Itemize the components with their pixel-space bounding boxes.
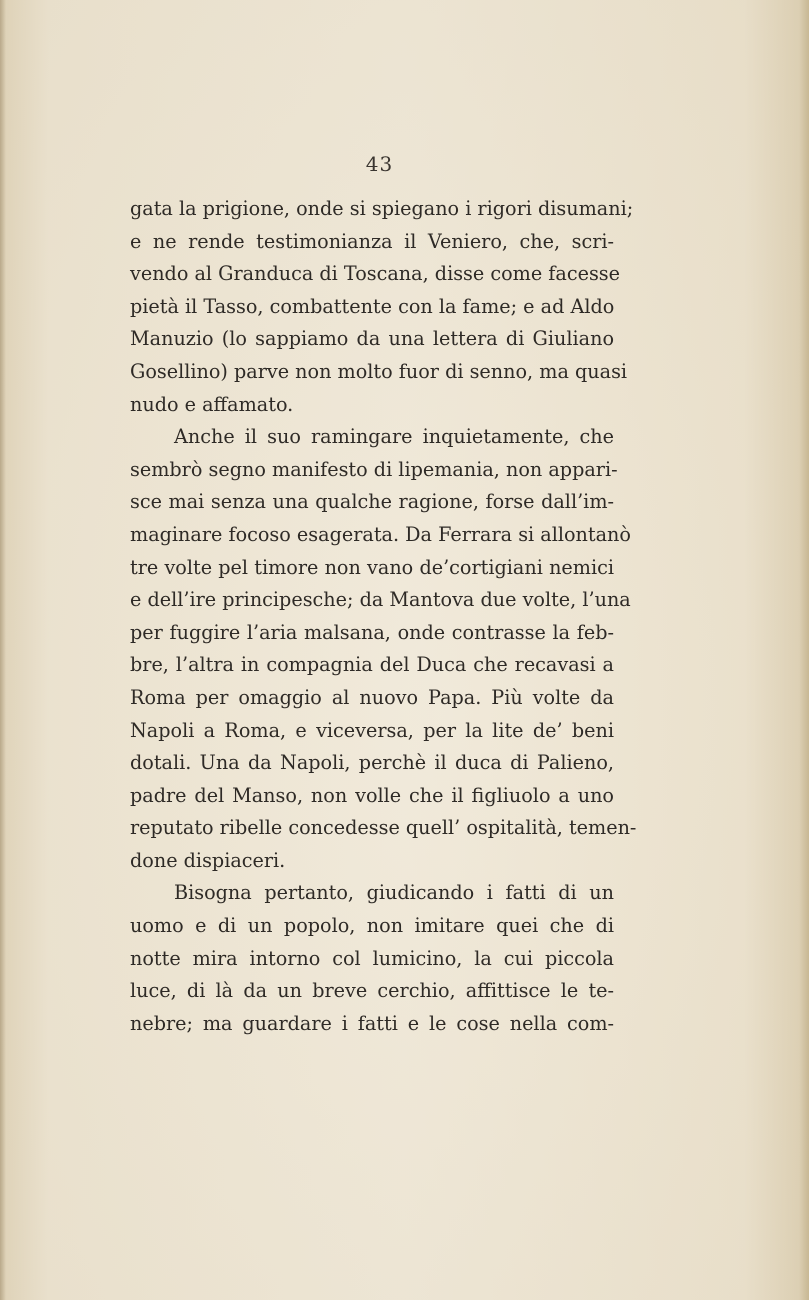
paragraph xyxy=(130,877,614,1040)
body-text xyxy=(130,193,637,1040)
text-line: Bisogna pertanto, giudicando i fatti di un xyxy=(174,881,614,905)
text-line: dotali. Una da Napoli, perchè il duca di Palieno, xyxy=(130,751,614,775)
text-line: sembrò segno manifesto di lipemania, non appari- xyxy=(130,457,618,481)
text-line: padre del Manso, non volle che il figliuolo a uno xyxy=(130,783,614,807)
text-line: e ne rende testimonianza il Veniero, che, scri- xyxy=(130,229,614,253)
text-line: pietà il Tasso, combattente con la fame; e ad Aldo xyxy=(130,294,615,318)
page-edge-right xyxy=(799,0,809,1300)
paragraph xyxy=(130,421,637,877)
text-line: notte mira intorno col lumicino, la cui piccola xyxy=(130,946,614,970)
page-edge-left xyxy=(0,0,6,1300)
text-line: uomo e di un popolo, non imitare quei che di xyxy=(130,914,614,938)
text-line: maginare focoso esagerata. Da Ferrara si allontanò xyxy=(130,522,631,546)
text-line: sce mai senza una qualche ragione, forse dall’im- xyxy=(130,490,614,514)
text-line: vendo al Granduca di Toscana, disse come facesse xyxy=(130,262,620,286)
text-line: Manuzio (lo sappiamo da una lettera di Giuliano xyxy=(130,327,614,351)
text-line: nebre; ma guardare i fatti e le cose nella com- xyxy=(130,1011,614,1035)
text-line: Gosellino) parve non molto fuor di senno, ma quasi xyxy=(130,359,628,383)
page-number: 43 xyxy=(365,152,394,176)
text-line: Anche il suo ramingare inquietamente, che xyxy=(174,425,614,449)
text-line: tre volte pel timore non vano de’cortigiani nemici xyxy=(130,555,614,579)
text-line: nudo e affamato. xyxy=(130,392,294,416)
text-line: gata la prigione, onde si spiegano i rigori disumani; xyxy=(130,197,634,220)
paragraph xyxy=(130,193,634,421)
text-line: Napoli a Roma, e viceversa, per la lite de’ beni xyxy=(130,718,614,742)
text-line: per fuggire l’aria malsana, onde contrasse la feb- xyxy=(130,620,614,644)
text-line: reputato ribelle concedesse quell’ ospitalità, temen- xyxy=(130,816,637,840)
text-line: bre, l’altra in compagnia del Duca che recavasi a xyxy=(130,653,614,677)
text-line: Roma per omaggio al nuovo Papa. Più volte da xyxy=(130,685,614,709)
text-line: e dell’ire principesche; da Mantova due volte, l’una xyxy=(130,588,631,612)
text-line: luce, di là da un breve cerchio, affittisce le te- xyxy=(130,979,614,1003)
text-line: done dispiaceri. xyxy=(130,848,286,872)
